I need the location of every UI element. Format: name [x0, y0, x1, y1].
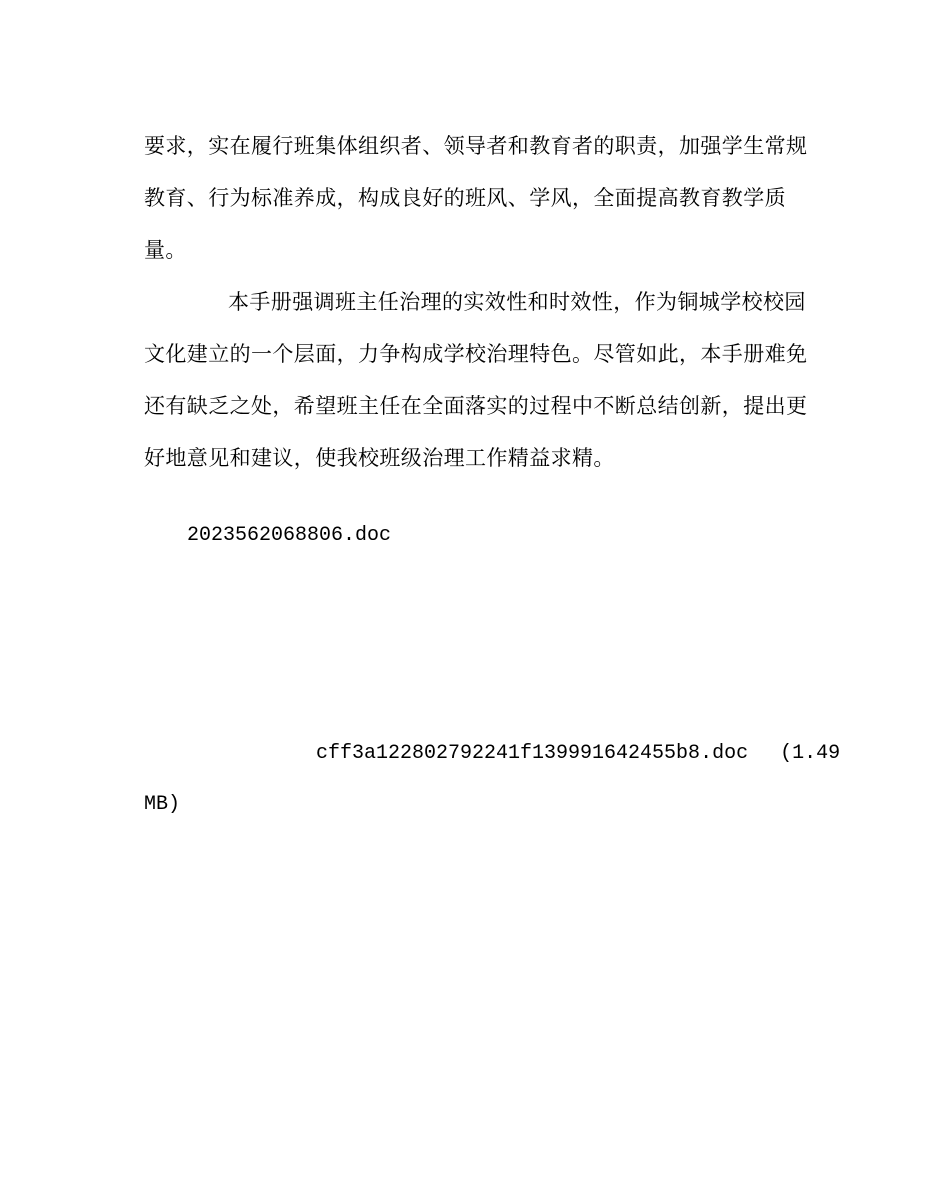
- attachment-filename-1: 2023562068806.doc: [187, 524, 392, 547]
- attachment-size-2-close: MB): [144, 793, 181, 816]
- attachment-link-2[interactable]: [316, 738, 840, 770]
- attachment-size-2-continued: [144, 789, 180, 821]
- body-paragraph-2: 本手册强调班主任治理的实效性和时效性，作为铜城学校校园文化建立的一个层面，力争构成学校治理特色。尽管如此，本手册难免还有缺乏之处，希望班主任在全面落实的过程中不断总结创新，提出更好地意见和建议，使我校班级治理工作精益求精。: [144, 290, 808, 470]
- attachment-filename-2: cff3a122802792241f139991642455b8.doc: [316, 742, 749, 765]
- attachment-link-1[interactable]: [187, 520, 391, 552]
- body-paragraph-1: 要求，实在履行班集体组织者、领导者和教育者的职责，加强学生常规教育、行为标准养成，构成良好的班风、学风，全面提高教育教学质量。: [144, 134, 808, 262]
- attachment-size-2-open: (1.49: [780, 742, 841, 765]
